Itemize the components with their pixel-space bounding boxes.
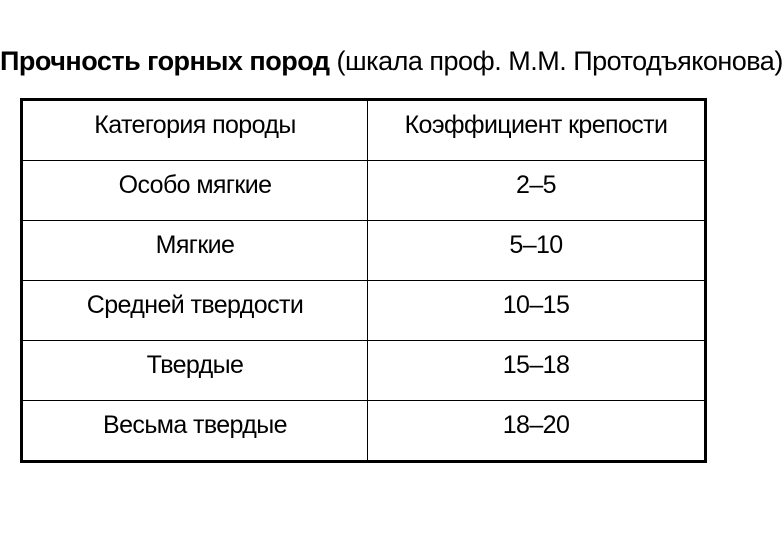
- table-row: [22, 341, 706, 401]
- header-coefficient: [368, 100, 706, 161]
- header-coefficient-label: Коэффициент крепости: [404, 111, 668, 139]
- title-normal-text: (шкала проф. М.М. Протодъяконова): [329, 46, 783, 76]
- coefficient-text: 15–18: [502, 351, 570, 379]
- header-category: [22, 100, 368, 161]
- coefficient-cell: [368, 281, 706, 341]
- category-text: Весьма твердые: [103, 411, 287, 439]
- slide-title: [0, 44, 783, 78]
- coefficient-text: 2–5: [516, 171, 556, 199]
- table-row: [22, 161, 706, 221]
- table-row: [22, 221, 706, 281]
- category-cell: [22, 161, 368, 221]
- coefficient-cell: [368, 161, 706, 221]
- header-category-label: Категория породы: [94, 111, 296, 139]
- category-text: Мягкие: [155, 231, 235, 259]
- category-cell: [22, 221, 368, 281]
- category-cell: [22, 281, 368, 341]
- category-cell: [22, 401, 368, 462]
- title-bold-text: Прочность горных пород: [0, 46, 330, 76]
- coefficient-cell: [368, 341, 706, 401]
- category-text: Средней твердости: [86, 291, 304, 319]
- table-header-row: [22, 100, 706, 161]
- coefficient-text: 5–10: [509, 231, 563, 259]
- coefficient-text: 18–20: [502, 411, 570, 439]
- rock-strength-table: [20, 98, 707, 463]
- category-text: Особо мягкие: [118, 171, 272, 199]
- table-row: [22, 281, 706, 341]
- coefficient-cell: [368, 401, 706, 462]
- category-cell: [22, 341, 368, 401]
- table-row: [22, 401, 706, 462]
- category-text: Твердые: [146, 351, 244, 379]
- coefficient-text: 10–15: [502, 291, 570, 319]
- coefficient-cell: [368, 221, 706, 281]
